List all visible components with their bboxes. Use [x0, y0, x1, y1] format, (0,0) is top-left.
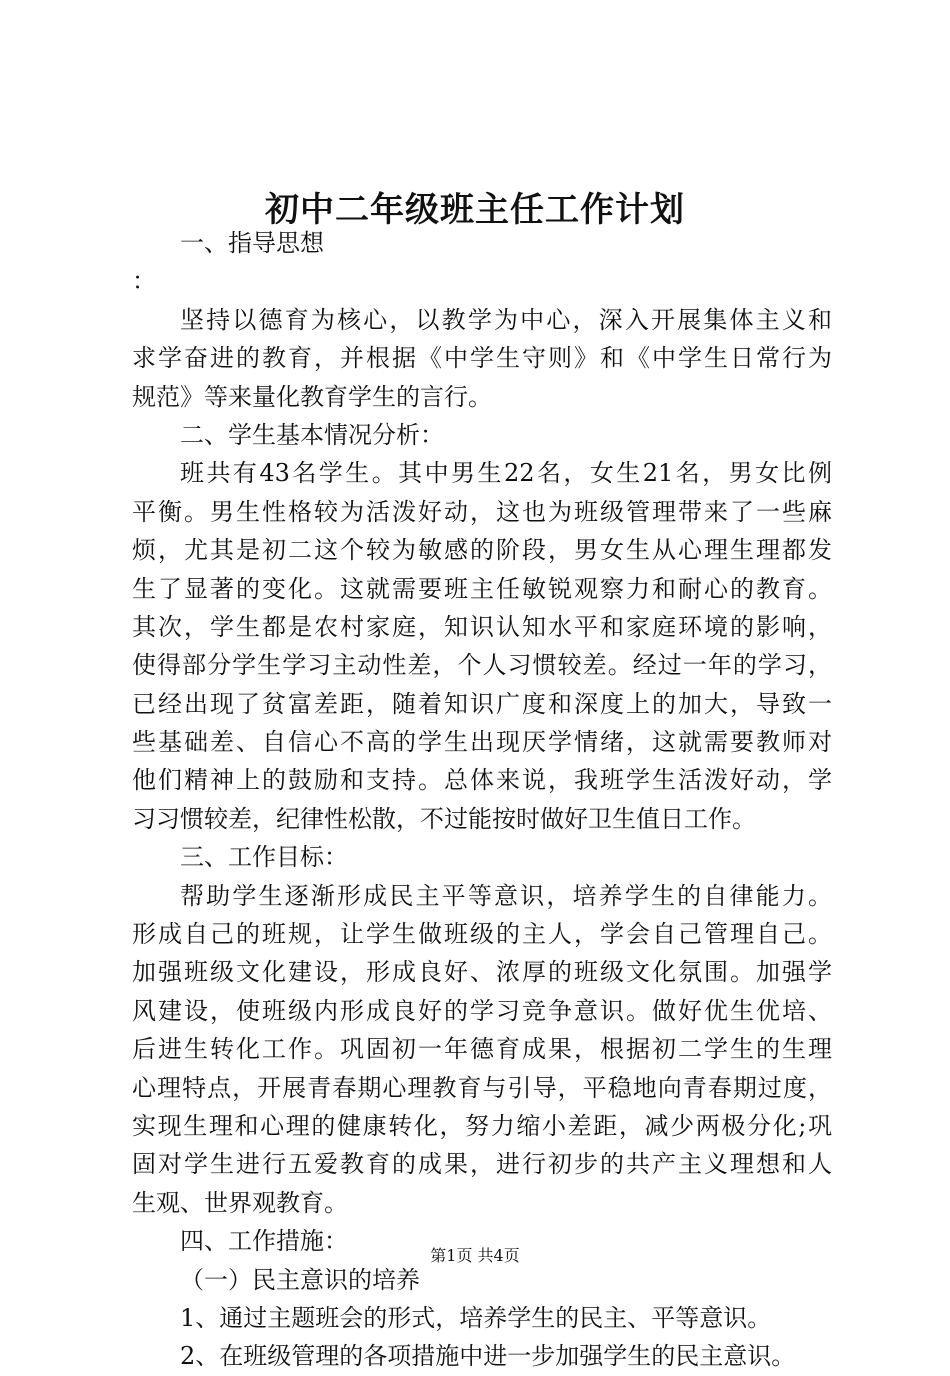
paragraph-line: 固对学生进行五爱教育的成果，进行初步的共产主义理想和人	[132, 1150, 832, 1179]
page-footer: 第1页 共4页	[430, 1246, 520, 1265]
section-heading-line: 四、工作措施：	[180, 1227, 348, 1256]
paragraph-line: 班共有43名学生。其中男生22名，女生21名，男女比例	[180, 459, 832, 488]
paragraph-line: 些基础差、自信心不高的学生出现厌学情绪，这就需要教师对	[132, 728, 832, 757]
section-heading-line: 2、在班级管理的各项措施中进一步加强学生的民主意识。	[180, 1342, 796, 1371]
paragraph-line: 生观、世界观教育。	[132, 1188, 348, 1217]
paragraph-line: 平衡。男生性格较为活泼好动，这也为班级管理带来了一些麻	[132, 497, 832, 526]
paragraph-line: ：	[132, 267, 156, 296]
paragraph-line: 心理特点，开展青春期心理教育与引导，平稳地向青春期过度，	[132, 1073, 832, 1102]
paragraph-line: 加强班级文化建设，形成良好、浓厚的班级文化氛围。加强学	[132, 958, 832, 987]
paragraph-line: 求学奋进的教育，并根据《中学生守则》和《中学生日常行为	[132, 344, 832, 373]
section-heading-line: 三、工作目标：	[180, 843, 348, 872]
paragraph-line: 后进生转化工作。巩固初一年德育成果，根据初二学生的生理	[132, 1035, 832, 1064]
paragraph-line: 风建设，使班级内形成良好的学习竞争意识。做好优生优培、	[132, 996, 832, 1025]
section-heading-line: 一、指导思想	[180, 229, 324, 257]
paragraph-line: 坚持以德育为核心，以教学为中心，深入开展集体主义和	[180, 305, 832, 334]
document-title: 初中二年级班主任工作计划	[265, 190, 685, 230]
paragraph-line: 使得部分学生学习主动性差，个人习惯较差。经过一年的学习，	[132, 651, 832, 680]
paragraph-line: 已经出现了贫富差距，随着知识广度和深度上的加大，导致一	[132, 689, 832, 718]
paragraph-line: 他们精神上的鼓励和支持。总体来说，我班学生活泼好动，学	[132, 766, 832, 795]
paragraph-line: 帮助学生逐渐形成民主平等意识，培养学生的自律能力。	[180, 881, 832, 910]
paragraph-line: 生了显著的变化。这就需要班主任敏锐观察力和耐心的教育。	[132, 574, 832, 603]
section-heading-line: 二、学生基本情况分析：	[180, 420, 444, 449]
document-body	[132, 224, 832, 1376]
section-heading-line: 1、通过主题班会的形式，培养学生的民主、平等意识。	[180, 1303, 772, 1332]
paragraph-line: 形成自己的班规，让学生做班级的主人，学会自己管理自己。	[132, 920, 832, 949]
paragraph-line: 其次，学生都是农村家庭，知识认知水平和家庭环境的影响，	[132, 612, 832, 641]
paragraph-line: 规范》等来量化教育学生的言行。	[132, 382, 492, 411]
section-heading-line: （一）民主意识的培养	[180, 1265, 420, 1294]
paragraph-line: 烦，尤其是初二这个较为敏感的阶段，男女生从心理生理都发	[132, 536, 832, 565]
paragraph-line: 习习惯较差，纪律性松散，不过能按时做好卫生值日工作。	[132, 804, 756, 833]
paragraph-line: 实现生理和心理的健康转化，努力缩小差距，减少两极分化;巩	[132, 1111, 832, 1140]
